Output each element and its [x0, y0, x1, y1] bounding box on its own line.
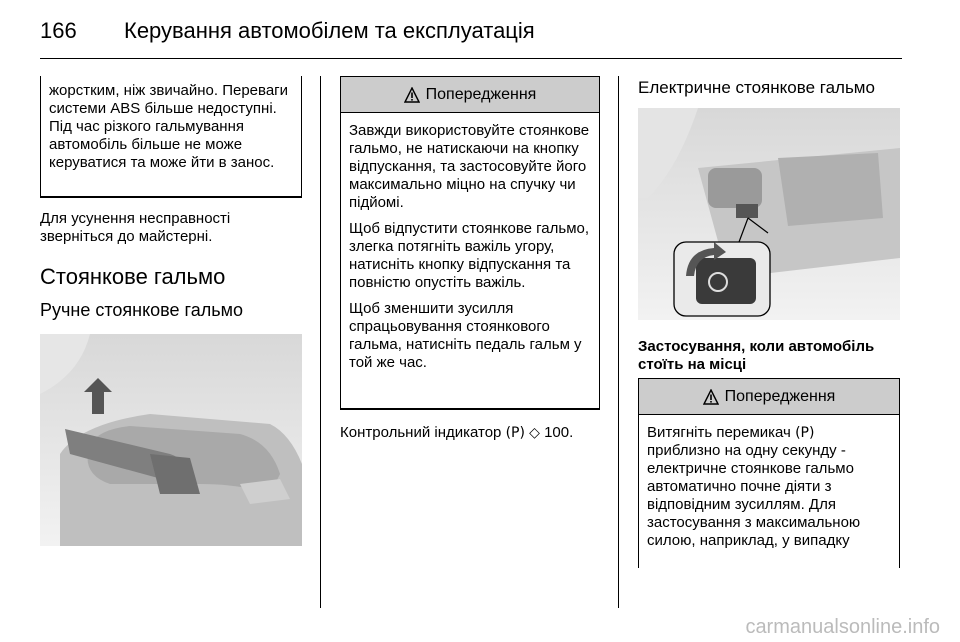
warning-paragraph-2: Щоб відпустити стоянкове гальмо, злегка потягніть важіль угору, натисніть кнопку відпускання та повністю опустіть важіль. [349, 220, 590, 291]
electric-warning-after: приблизно на одну секунду - електричне стоянкове гальмо автоматично почне діяти з відповідним зусиллям. Для застосування з максимальною силою, наприклад, у випадку [647, 442, 861, 549]
warning-continuation-text: жорстким, ніж звичайно. Переваги системи ABS більше недоступні. Під час різкого гальмування автомобіль більше не може керуватися та може йти в занос. [49, 82, 289, 171]
warning-header-electric [639, 379, 899, 415]
warning-header [341, 77, 599, 113]
column-divider-1 [320, 76, 321, 608]
warning-paragraph-1: Завжди використовуйте стоянкове гальмо, не натискаючи на кнопку відпускання, та застосовуйте його максимально міцно на спучку чи підйомі. [349, 122, 590, 211]
warning-triangle-icon [703, 389, 719, 405]
warning-continuation-box [40, 76, 302, 198]
reference-page: 100. [544, 424, 574, 441]
page-reference-icon: ◇ [529, 425, 540, 441]
electric-brake-figure [638, 108, 900, 320]
hand-brake-figure [40, 334, 302, 546]
section-title: Стоянкове гальмо [40, 264, 226, 289]
warning-title: Попередження [425, 85, 537, 103]
watermark: carmanualsonline.info [745, 616, 940, 638]
figure-caption: Застосування, коли автомобіль стоїть на місці [638, 338, 875, 373]
column-divider-2 [618, 76, 619, 608]
indicator-line [340, 424, 610, 442]
electric-parking-brake-switch-icon [638, 108, 900, 320]
electric-warning-before: Витягніть перемикач [647, 424, 791, 441]
electric-warning-text [647, 424, 891, 550]
warning-box-electric [638, 378, 900, 568]
parking-switch-icon: (P) [795, 425, 815, 441]
repair-note: Для усунення несправності зверніться до майстерні. [40, 210, 231, 245]
page-header [40, 14, 900, 48]
header-rule [40, 58, 902, 59]
subsection-title-electric: Електричне стоянкове гальмо [638, 78, 875, 97]
chapter-title: Керування автомобілем та експлуатація [124, 18, 535, 43]
warning-paragraph-3: Щоб зменшити зусилля спрацьовування стоянкового гальма, натисніть педаль гальм у той же час. [349, 300, 582, 371]
warning-title-electric: Попередження [724, 387, 836, 405]
hand-brake-lever-icon [40, 334, 302, 546]
subsection-title-manual: Ручне стоянкове гальмо [40, 300, 243, 320]
parking-indicator-icon: (P) [505, 425, 525, 441]
warning-box-manual [340, 76, 600, 410]
page-number: 166 [40, 18, 77, 43]
indicator-text: Контрольний індикатор [340, 424, 502, 441]
warning-triangle-icon [404, 87, 420, 103]
